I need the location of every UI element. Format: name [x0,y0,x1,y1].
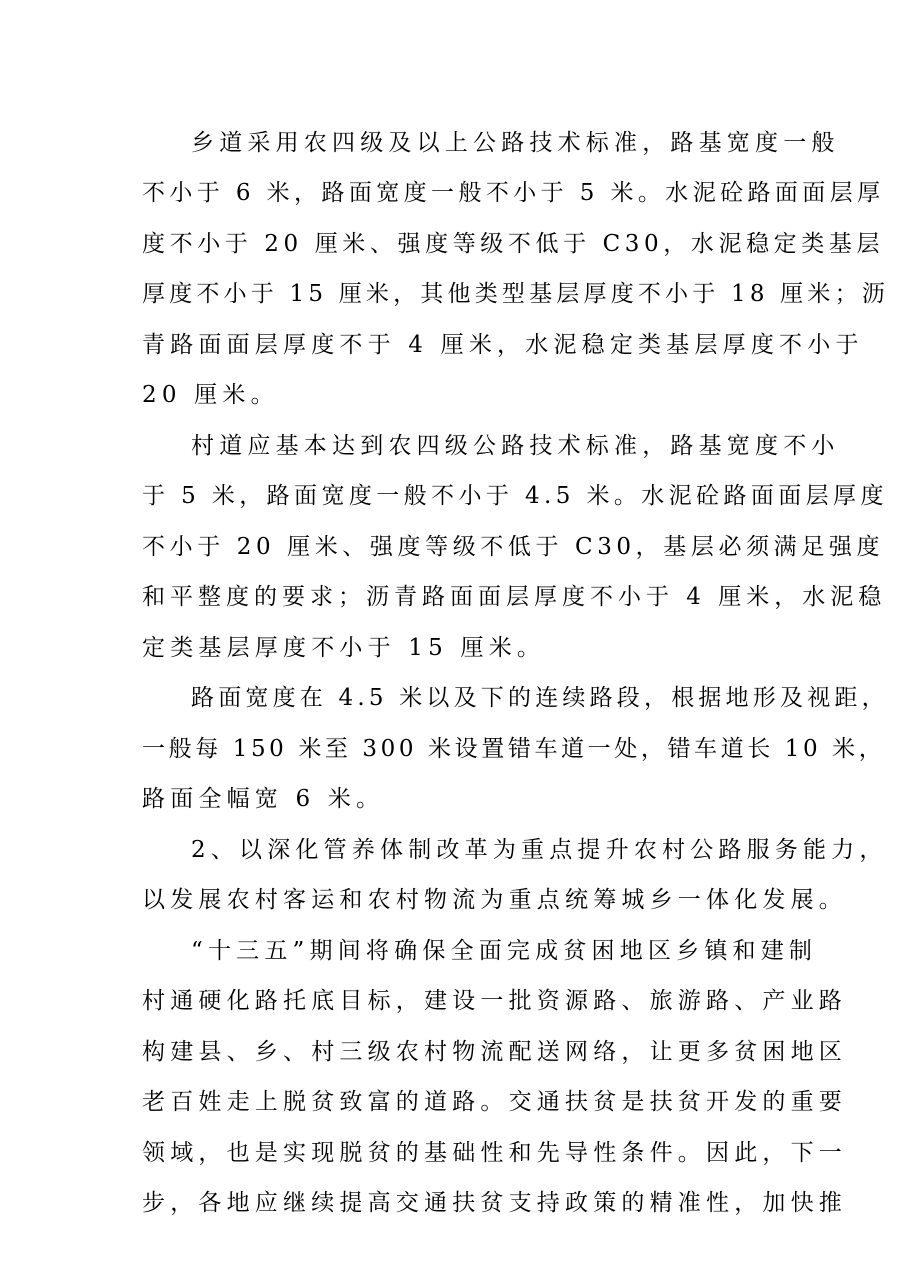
text-line: 领域，也是实现脱贫的基础性和先导性条件。因此，下一 [142,1140,847,1166]
text-line: 村道应基本达到农四级公路技术标准，路基宽度不小 [191,433,840,459]
text-line: 以发展农村客运和农村物流为重点统筹城乡一体化发展。 [142,887,847,913]
text-line: 2、以深化管养体制改革为重点提升农村公路服务能力， [191,837,888,863]
text-line: 路面宽度在 4.5 米以及下的连续路段，根据地形及视距， [191,685,889,711]
text-line: 20 厘米。 [142,382,279,408]
text-line: 构建县、乡、村三级农村物流配送网络，让更多贫困地区 [142,1039,847,1065]
text-line: 一般每 150 米至 300 米设置错车道一处，错车道长 10 米， [142,736,886,762]
text-line: 厚度不小于 15 厘米，其他类型基层厚度不小于 18 厘米；沥 [142,281,889,307]
text-line: 青路面面层厚度不于 4 厘米，水泥稳定类基层厚度不小于 [142,332,864,358]
text-line: 不小于 6 米，路面宽度一般不小于 5 米。水泥砼路面面层厚 [142,180,885,206]
text-line: 于 5 米，路面宽度一般不小于 4.5 米。水泥砼路面面层厚度 [142,483,888,509]
text-line: 村通硬化路托底目标，建设一批资源路、旅游路、产业路 [142,988,847,1014]
text-line: 不小于 20 厘米、强度等级不低于 C30，基层必须满足强度 [142,534,885,560]
text-line: 和平整度的要求；沥青路面面层厚度不小于 4 厘米，水泥稳 [142,584,887,610]
text-line: “十三五”期间将确保全面完成贫困地区乡镇和建制 [191,938,818,964]
text-line: 路面全幅宽 6 米。 [142,786,385,812]
text-line: 度不小于 20 厘米、强度等级不低于 C30，水泥稳定类基层 [142,231,885,257]
text-line: 乡道采用农四级及以上公路技术标准，路基宽度一般 [191,130,840,156]
text-line: 定类基层厚度不小于 15 厘米。 [142,635,546,661]
text-line: 老百姓走上脱贫致富的道路。交通扶贫是扶贫开发的重要 [142,1089,847,1115]
text-line: 步，各地应继续提高交通扶贫支持政策的精准性，加快推 [142,1190,847,1216]
